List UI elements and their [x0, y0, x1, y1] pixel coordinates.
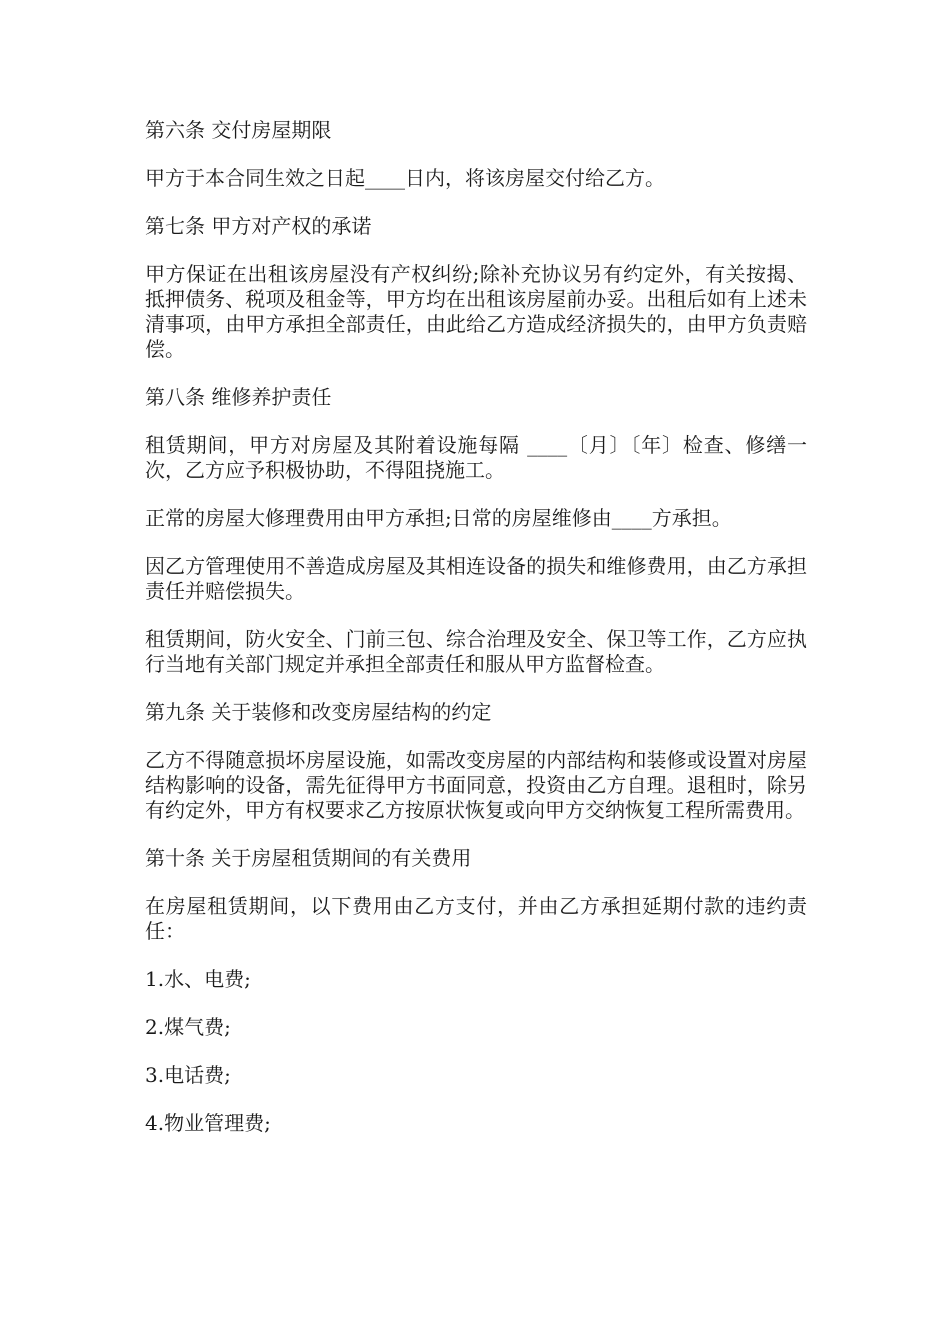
article-8-body-damage: 因乙方管理使用不善造成房屋及其相连设备的损失和维修费用，由乙方承担责任并赔偿损失。	[145, 554, 807, 603]
article-6-body: 甲方于本合同生效之日起____日内，将该房屋交付给乙方。	[145, 166, 665, 190]
article-10-heading: 第十条 关于房屋租赁期间的有关费用	[145, 846, 472, 870]
article-9-body: 乙方不得随意损坏房屋设施，如需改变房屋的内部结构和装修或设置对房屋结构影响的设备，需先征得甲方书面同意，投资由乙方自理。退租时，除另有约定外，甲方有权要求乙方按原状恢复或向甲方交纳恢复工程所需费用。	[145, 748, 807, 822]
article-6-heading: 第六条 交付房屋期限	[145, 118, 332, 142]
fee-list-item: 1.水、电费;	[145, 967, 251, 991]
article-7-body: 甲方保证在出租该房屋没有产权纠纷;除补充协议另有约定外，有关按揭、抵押债务、税项及租金等，甲方均在出租该房屋前办妥。出租后如有上述未清事项，由甲方承担全部责任，由此给乙方造成经济损失的，由甲方负责赔偿。	[145, 262, 807, 361]
fee-list-item: 2.煤气费;	[145, 1015, 231, 1039]
fee-list-item: 4.物业管理费;	[145, 1111, 271, 1135]
article-7-heading: 第七条 甲方对产权的承诺	[145, 214, 372, 238]
article-8-body-inspection: 租赁期间，甲方对房屋及其附着设施每隔 ____〔月〕〔年〕检查、修缮一次，乙方应予积极协助，不得阻挠施工。	[145, 433, 807, 482]
article-8-body-repair-costs: 正常的房屋大修理费用由甲方承担;日常的房屋维修由____方承担。	[145, 506, 732, 530]
article-8-body-safety: 租赁期间，防火安全、门前三包、综合治理及安全、保卫等工作，乙方应执行当地有关部门规定并承担全部责任和服从甲方监督检查。	[145, 627, 807, 676]
article-8-heading: 第八条 维修养护责任	[145, 385, 332, 409]
document-page	[145, 118, 807, 1159]
article-10-body: 在房屋租赁期间，以下费用由乙方支付，并由乙方承担延期付款的违约责任：	[145, 894, 807, 943]
article-9-heading: 第九条 关于装修和改变房屋结构的约定	[145, 700, 492, 724]
fee-list-item: 3.电话费;	[145, 1063, 231, 1087]
